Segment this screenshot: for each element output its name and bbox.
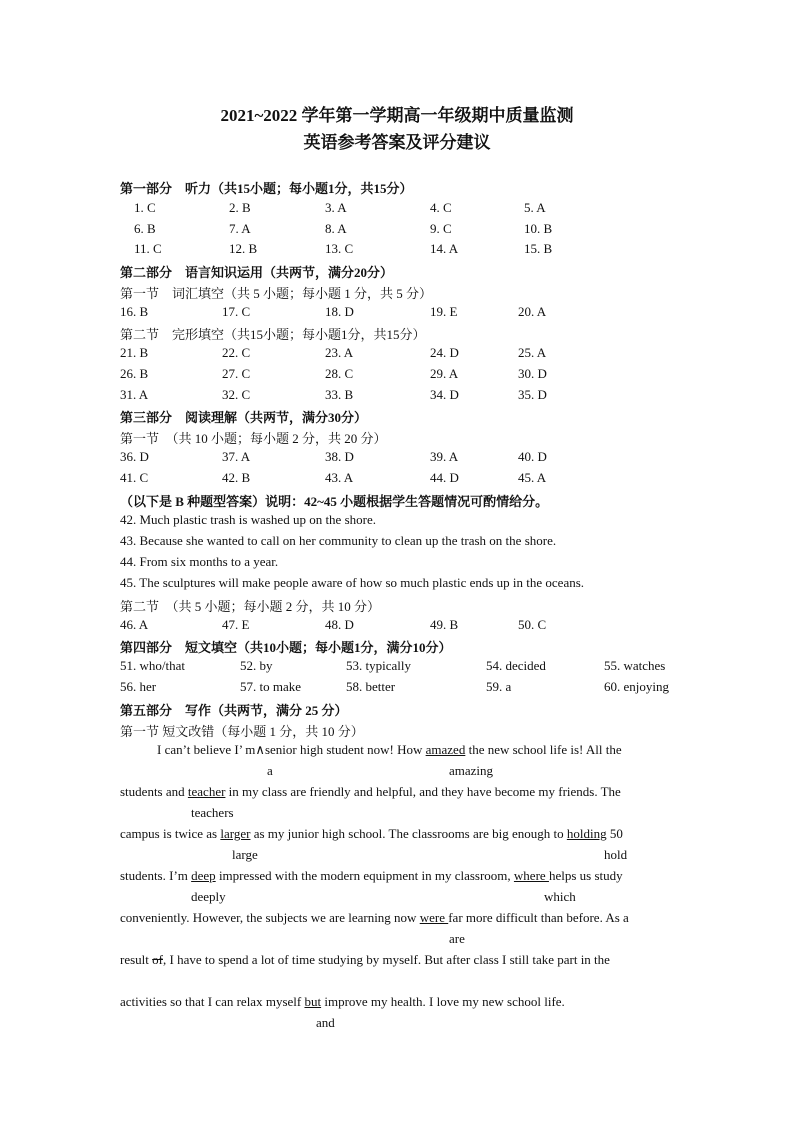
answer-item: 19. E — [430, 304, 458, 319]
passage-line-3 — [120, 826, 623, 842]
passage-text: 50 — [606, 826, 623, 841]
answer-item: 38. D — [325, 449, 354, 464]
error-word: larger — [220, 826, 251, 841]
answer-item: 5. A — [524, 200, 546, 215]
passage-line-1 — [157, 742, 622, 758]
answer-item: 21. B — [120, 345, 149, 360]
answer-item: 9. C — [430, 221, 452, 236]
answer-item: 57. to make — [240, 679, 302, 694]
answer-item: 14. A — [430, 241, 459, 256]
answer-item: 23. A — [325, 345, 354, 360]
answer-item: 20. A — [518, 304, 547, 319]
passage-text: students and — [120, 784, 188, 799]
error-word: amazed — [425, 742, 466, 757]
answer-item: 8. A — [325, 221, 347, 236]
answer-item: 7. A — [229, 221, 251, 236]
correction-word: which — [544, 889, 576, 904]
answer-sentence-44: 44. From six months to a year. — [120, 554, 279, 569]
answer-item: 15. B — [524, 241, 553, 256]
answer-item: 28. C — [325, 366, 354, 381]
passage-text: senior high student now! How — [264, 742, 426, 757]
error-word: were — [419, 910, 449, 925]
part3-heading: 第三部分 阅读理解（共两节，满分30分） — [120, 410, 368, 425]
answer-item: 2. B — [229, 200, 251, 215]
correction-word: hold — [604, 847, 628, 862]
answer-item: 30. D — [518, 366, 547, 381]
answer-item: 40. D — [518, 449, 547, 464]
passage-text: , I have to spend a lot of time studying by myself. But after class I still take part in the — [162, 952, 610, 967]
passage-line-2 — [120, 784, 621, 800]
answer-item: 41. C — [120, 470, 149, 485]
part3-section1-heading: 第一节 （共 10 小题；每小题 2 分，共 20 分） — [120, 431, 387, 446]
passage-text: improve my health. I love my new school life. — [321, 994, 565, 1009]
passage-line-6 — [120, 952, 610, 968]
passage-text: impressed with the modern equipment in my classroom, — [215, 868, 514, 883]
correction-word: large — [232, 847, 258, 862]
correction-word: a — [267, 763, 273, 778]
answer-sentence-45: 45. The sculptures will make people aware of how so much plastic ends up in the oceans. — [120, 575, 585, 590]
passage-line-7 — [120, 994, 565, 1010]
answer-item: 6. B — [134, 221, 156, 236]
answer-item: 44. D — [430, 470, 459, 485]
answer-item: 27. C — [222, 366, 251, 381]
insert-caret: ∧ — [255, 742, 265, 757]
error-word: deep — [191, 868, 216, 883]
passage-text: students. I’m — [120, 868, 192, 883]
correction-word: and — [316, 1015, 335, 1030]
passage-text: far more difficult than before. As a — [448, 910, 629, 925]
answer-item: 37. A — [222, 449, 251, 464]
answer-item: 43. A — [325, 470, 354, 485]
passage-text: campus is twice as — [120, 826, 221, 841]
answer-item: 18. D — [325, 304, 354, 319]
answer-item: 36. D — [120, 449, 149, 464]
part2-section2-heading: 第二节 完形填空（共15小题；每小题1分，共15分） — [120, 327, 426, 342]
answer-item: 11. C — [134, 241, 162, 256]
part4-heading: 第四部分 短文填空（共10小题；每小题1分，满分10分） — [120, 640, 452, 655]
answer-item: 49. B — [430, 617, 459, 632]
answer-item: 24. D — [430, 345, 459, 360]
answer-item: 48. D — [325, 617, 354, 632]
answer-item: 50. C — [518, 617, 547, 632]
answer-item: 33. B — [325, 387, 354, 402]
part5-heading: 第五部分 写作（共两节，满分 25 分） — [120, 703, 348, 718]
passage-text: in my class are friendly and helpful, and they have become my friends. The — [225, 784, 621, 799]
correction-word: teachers — [191, 805, 234, 820]
answer-item: 55. watches — [604, 658, 666, 673]
error-word: teacher — [187, 784, 226, 799]
page-subtitle: 英语参考答案及评分建议 — [303, 133, 491, 152]
answer-item: 47. E — [222, 617, 250, 632]
answer-item: 42. B — [222, 470, 251, 485]
answer-item: 51. who/that — [120, 658, 185, 673]
passage-text: the new school life is! All the — [465, 742, 622, 757]
error-word: holding — [566, 826, 607, 841]
answer-item: 26. B — [120, 366, 149, 381]
passage-text: I can’t believe I’ m — [157, 742, 256, 757]
answer-item: 22. C — [222, 345, 251, 360]
answer-item: 13. C — [325, 241, 354, 256]
passage-text: helps us study — [548, 868, 623, 883]
answer-item: 54. decided — [486, 658, 546, 673]
error-word: but — [304, 994, 322, 1009]
answer-item: 58. better — [346, 679, 396, 694]
part3-note: （以下是 B 种题型答案）说明：42~45 小题根据学生答题情况可酌情给分。 — [120, 494, 549, 509]
passage-line-5 — [120, 910, 629, 926]
answer-item: 53. typically — [346, 658, 411, 673]
answer-item: 59. a — [486, 679, 512, 694]
passage-text: as my junior high school. The classrooms are big enough to — [250, 826, 567, 841]
answer-item: 31. A — [120, 387, 149, 402]
deleted-word: of — [152, 952, 163, 967]
passage-line-4 — [120, 868, 623, 884]
part1-heading: 第一部分 听力（共15小题；每小题1分，共15分） — [120, 181, 413, 196]
answer-item: 39. A — [430, 449, 459, 464]
part2-heading: 第二部分 语言知识运用（共两节，满分20分） — [120, 265, 394, 280]
answer-item: 16. B — [120, 304, 149, 319]
answer-item: 60. enjoying — [604, 679, 669, 694]
part2-section1-heading: 第一节 词汇填空（共 5 小题；每小题 1 分，共 5 分） — [120, 286, 433, 301]
answer-item: 1. C — [134, 200, 156, 215]
part5-section1-heading: 第一节 短文改错（每小题 1 分，共 10 分） — [120, 724, 364, 739]
answer-item: 4. C — [430, 200, 452, 215]
answer-sentence-42: 42. Much plastic trash is washed up on the shore. — [120, 512, 376, 527]
correction-word: deeply — [191, 889, 226, 904]
part3-section2-heading: 第二节 （共 5 小题；每小题 2 分，共 10 分） — [120, 599, 381, 614]
error-word: where — [513, 868, 549, 883]
answer-item: 45. A — [518, 470, 547, 485]
answer-item: 56. her — [120, 679, 157, 694]
answer-item: 10. B — [524, 221, 553, 236]
page-title: 2021~2022 学年第一学期高一年级期中质量监测 — [220, 106, 574, 125]
answer-item: 34. D — [430, 387, 459, 402]
correction-word: are — [449, 931, 465, 946]
passage-text: activities so that I can relax myself — [120, 994, 305, 1009]
answer-item: 35. D — [518, 387, 547, 402]
answer-item: 29. A — [430, 366, 459, 381]
answer-item: 46. A — [120, 617, 149, 632]
answer-item: 17. C — [222, 304, 251, 319]
answer-item: 52. by — [240, 658, 273, 673]
answer-item: 12. B — [229, 241, 258, 256]
answer-item: 25. A — [518, 345, 547, 360]
passage-text: result — [120, 952, 153, 967]
answer-item: 32. C — [222, 387, 251, 402]
correction-word: amazing — [449, 763, 494, 778]
passage-text: conveniently. However, the subjects we are learning now — [120, 910, 420, 925]
answer-sentence-43: 43. Because she wanted to call on her community to clean up the trash on the shore. — [120, 533, 557, 548]
answer-item: 3. A — [325, 200, 347, 215]
